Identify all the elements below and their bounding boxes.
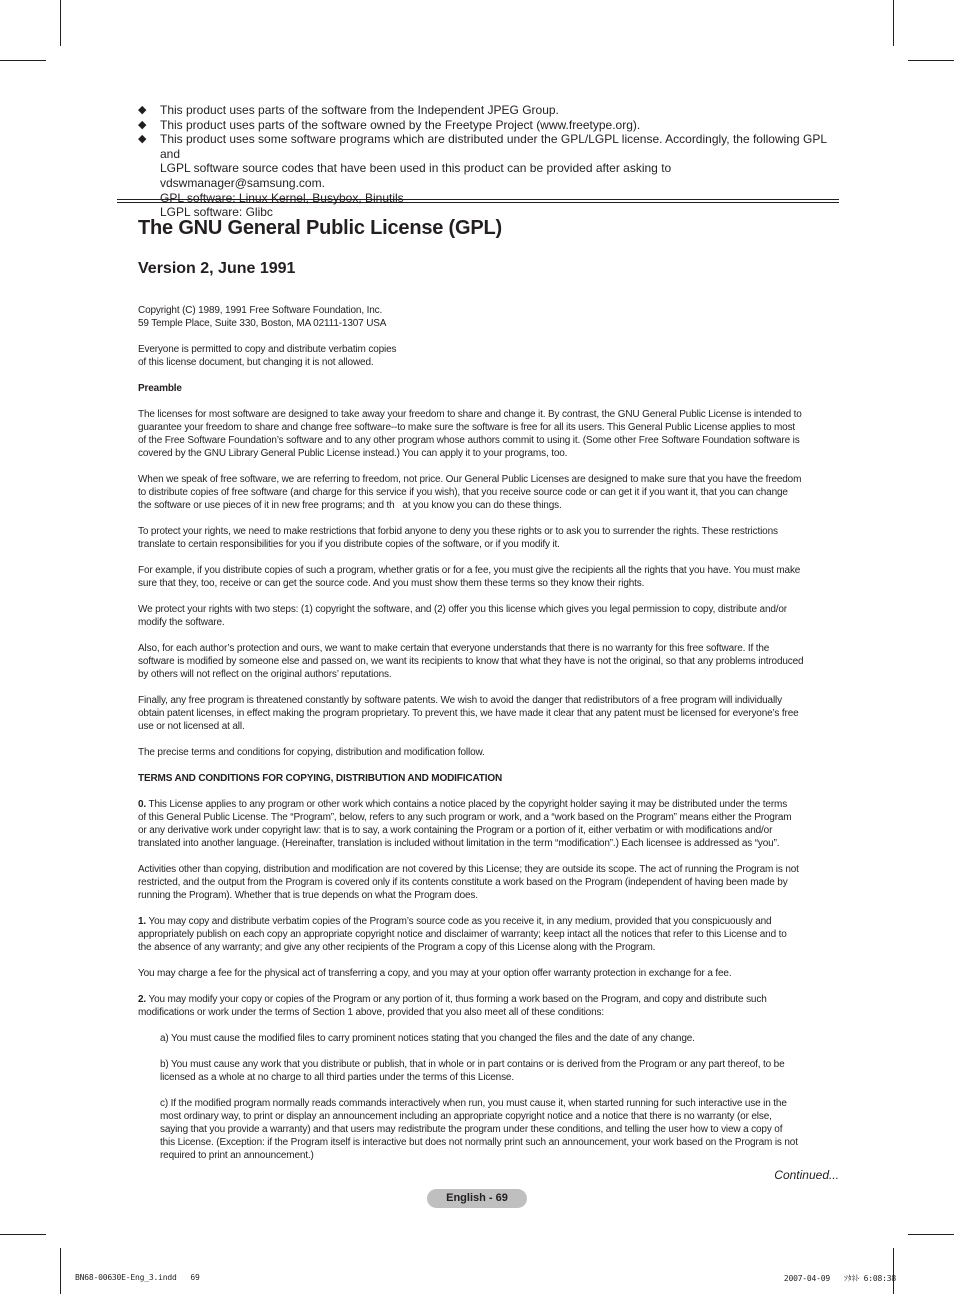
page-number-badge: English - 69	[427, 1189, 527, 1208]
section-1-continued: You may charge a fee for the physical act of transferring a copy, and you may at your option offer warranty protection in exchange for a fee.	[138, 968, 732, 979]
crop-mark	[893, 0, 894, 46]
preamble-heading: Preamble	[138, 383, 182, 394]
preamble-paragraph: Also, for each author’s protection and ours, we want to make certain that everyone understands that there is no warranty for this free software. If the software is modified by someone else and passed on, we want its recipients to know that what they have is not the original, so that any problems introduced by others will not reflect on the original authors’ reputations.	[138, 643, 804, 680]
notice-line: GPL software: Linux Kernel, Busybox, Binutils	[160, 190, 404, 205]
section-2: 2. You may modify your copy or copies of the Program or any portion of it, thus forming a work based on the Program, and copy and distribute such modifications or work under the terms of Section 1 above, provided that you also meet all of these conditions:	[138, 994, 767, 1018]
preamble-paragraph: The licenses for most software are designed to take away your freedom to share and change it. By contrast, the GNU General Public License is intended to guarantee your freedom to share and change free software--to make sure the software is free for all its users. This General Public License applies to most of the Free Software Foundation’s software and to any other program whose authors commit to using it. (Some other Free Software Foundation software is covered by the GNU Library General Public License instead.) You can apply it to your programs, too.	[138, 409, 802, 459]
notice-line: LGPL software: Glibc	[160, 205, 273, 220]
license-body	[138, 304, 840, 1162]
section-1: 1. You may copy and distribute verbatim copies of the Program’s source code as you receive it, in any medium, provided that you conspicuously and appropriately publish on each copy an appropriate copyright notice and disclaimer of warranty; keep intact all the notices that refer to this License and to the absence of any warranty; and give any other recipients of the Program a copy of this License along with the Program.	[138, 916, 787, 953]
condition-c: c) If the modified program normally reads commands interactively when run, you must cause it, when started running for such interactive use in the most ordinary way, to print or display an announcement including an appropriate copyright notice and a notice that there is no warranty (or else, saying that you provide a warranty) and that users may redistribute the program under these conditions, and telling the user how to view a copy of this License. (Exception: if the Program itself is interactive but does not normally print such an announcement, your work based on the Program is not required to print an announcement.)	[160, 1098, 798, 1161]
section-0: 0. This License applies to any program or other work which contains a notice placed by the copyright holder saying it may be distributed under the terms of this General Public License. The “Program”, below, refers to any such program or work, and a “work based on the Program” means either the Program or any derivative work under copyright law: that is to say, a work containing the Program or a portion of it, either verbatim or with modifications and/or translated into another language. (Hereinafter, translation is included without limitation in the term “modification”.) Each licensee is addressed as “you”.	[138, 799, 792, 849]
notice-line: This product uses some software programs which are distributed under the GPL/LGPL license. Accordingly, the following GPL and	[160, 132, 827, 161]
page-title: The GNU General Public License (GPL)	[138, 217, 502, 239]
print-slug-file: BN68-00630E-Eng_3.indd 69	[75, 1273, 200, 1282]
notice-line: This product uses parts of the software owned by the Freetype Project (www.freetype.org).	[160, 117, 641, 132]
crop-mark	[908, 60, 954, 61]
notice-line: This product uses parts of the software from the Independent JPEG Group.	[160, 103, 559, 117]
preamble-paragraph: The precise terms and conditions for copying, distribution and modification follow.	[138, 747, 485, 758]
notice-line: LGPL software source codes that have been used in this product can be provided after asking to vdswmanager@samsung.com.	[160, 161, 672, 190]
crop-mark	[60, 1248, 61, 1294]
crop-mark	[0, 1234, 46, 1235]
section-number: 1.	[138, 916, 147, 927]
preamble-paragraph: Finally, any free program is threatened constantly by software patents. We wish to avoid the danger that redistributors of a free program will individually obtain patent licenses, in effect making the program proprietary. To prevent this, we have made it clear that any patent must be licensed for everyone’s free use or not licensed at all.	[138, 695, 799, 732]
section-0-continued: Activities other than copying, distribution and modification are not covered by this License; they are outside its scope. The act of running the Program is not restricted, and the output from the Program is covered only if its contents constitute a work based on the Program (independent of having been made by running the Program). Whether that is true depends on what the Program does.	[138, 864, 799, 901]
condition-a: a) You must cause the modified files to carry prominent notices stating that you changed the files and the date of any change.	[160, 1033, 695, 1044]
preamble-paragraph: To protect your rights, we need to make restrictions that forbid anyone to deny you these rights or to ask you to surrender the rights. These restrictions translate to certain responsibilities for you if you distribute copies of the software, or if you modify it.	[138, 526, 778, 550]
diamond-bullet-icon: ◆	[138, 104, 147, 116]
crop-mark	[893, 1248, 894, 1294]
permission-block: Everyone is permitted to copy and distribute verbatim copies of this license document, but changing it is not allowed.	[138, 344, 397, 368]
terms-heading: TERMS AND CONDITIONS FOR COPYING, DISTRIBUTION AND MODIFICATION	[138, 773, 503, 784]
list-item	[138, 103, 838, 118]
crop-mark	[0, 60, 46, 61]
diamond-bullet-icon: ◆	[138, 118, 147, 131]
crop-mark	[60, 0, 61, 46]
preamble-paragraph: When we speak of free software, we are referring to freedom, not price. Our General Public Licenses are designed to make sure that you have the freedom to distribute copies of free software (and charge for this service if you wish), that you receive source code or can get it if you want it, that you can change the software or use pieces of it in new free programs; and th at you know you can do these things.	[138, 474, 802, 511]
diamond-bullet-icon: ◆	[138, 133, 147, 146]
list-item	[138, 118, 838, 133]
print-slug-timestamp: 2007-04-09 ｿﾀﾈﾄ 6:08:38	[783, 1274, 896, 1283]
section-number: 0.	[138, 799, 147, 810]
crop-mark	[908, 1234, 954, 1235]
continued-note: Continued...	[774, 1168, 839, 1182]
condition-b: b) You must cause any work that you distribute or publish, that in whole or in part contains or is derived from the Program or any part thereof, to be licensed as a whole at no charge to all third parties under the terms of this License.	[160, 1059, 785, 1083]
section-divider	[117, 199, 839, 203]
copyright-block: Copyright (C) 1989, 1991 Free Software Foundation, Inc. 59 Temple Place, Suite 330, Boston, MA 02111-1307 USA	[138, 305, 387, 329]
preamble-paragraph: We protect your rights with two steps: (1) copyright the software, and (2) offer you this license which gives you legal permission to copy, distribute and/or modify the software.	[138, 604, 787, 628]
version-subtitle: Version 2, June 1991	[138, 260, 296, 277]
preamble-paragraph: For example, if you distribute copies of such a program, whether gratis or for a fee, you must give the recipients all the rights that you have. You must make sure that they, too, receive or can get the source code. And you must show them these terms so they know their rights.	[138, 565, 801, 589]
section-number: 2.	[138, 994, 147, 1005]
list-item	[138, 132, 838, 220]
